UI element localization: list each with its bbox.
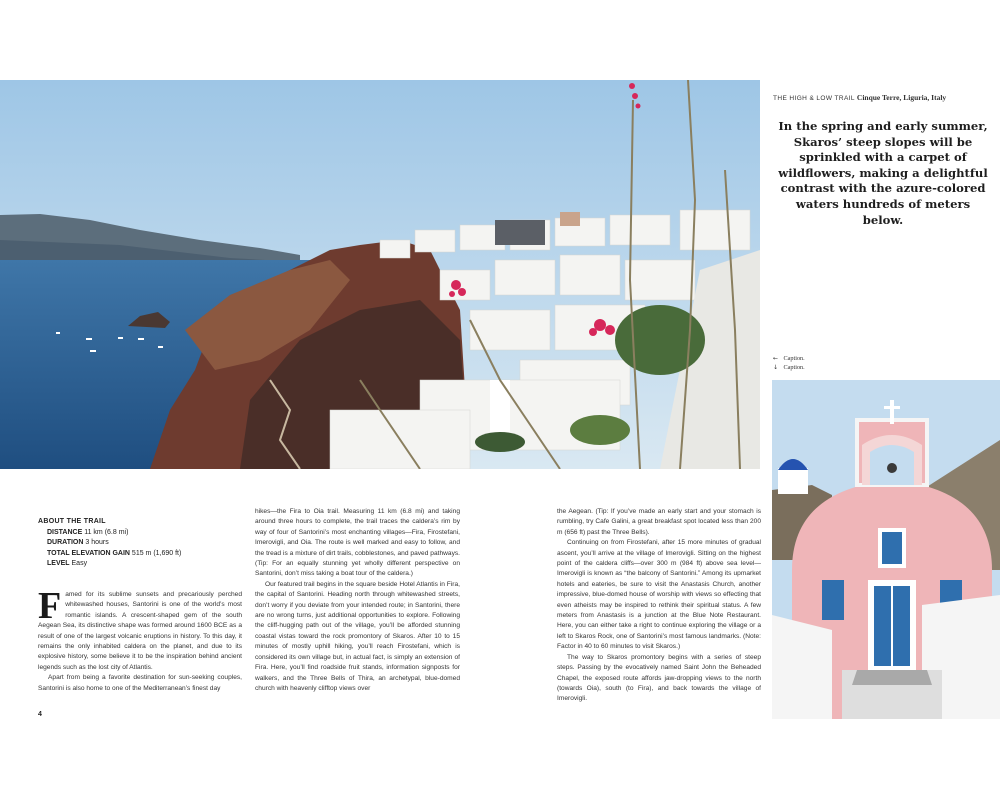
caption-left	[773, 354, 805, 363]
fact-level	[38, 559, 181, 570]
trail-facts-heading: ABOUT THE TRAIL	[38, 518, 106, 525]
body-column-3	[557, 507, 761, 705]
trail-facts-box	[38, 517, 181, 570]
fact-value: 3 hours	[85, 539, 109, 547]
fact-label: DISTANCE	[47, 528, 83, 536]
fact-label: TOTAL ELEVATION GAIN	[47, 549, 130, 557]
fact-duration	[38, 538, 181, 549]
body-paragraph: hikes—the Fira to Oia trail. Measuring 11 km (6.8 mi) and taking around three hours to complete, the trail traces the caldera’s rim by way of four of Santorini’s most enchanting villages—Fira, Firostefani, Imerovigli, and Oia. The route is well marked and easy to follow, and the tread is a mixture of dirt trails, cobblestones, and paved pathways. (Tip: For an equally stunning yet wholly different perspective on Santorini, don’t miss taking a boat tour of the caldera.)	[255, 508, 460, 578]
caldera-photo	[0, 80, 760, 469]
body-paragraph: the Aegean. (Tip: If you’ve made an early start and your stomach is rumbling, try Cafe Galini, a great breakfast spot located less than 200 m (656 ft) past the Three Bells).	[557, 508, 761, 536]
photo-captions	[773, 354, 805, 372]
drop-cap: F	[38, 585, 62, 627]
body-text: amed for its sublime sunsets and precariously perched whitewashed houses, Santorini is one of the world’s most romantic islands. A crescent-shaped gem of the south Aegean Sea, its distinctive shape was formed around 1600 BCE as a result of one of the largest volcanic eruptions in history. To this day, it remains the only inhabited caldera on the planet, and due to its explosive history, some believe it to be the inspiration behind ancient legends such as the lost city of Atlantis.	[38, 591, 242, 671]
section-name: THE HIGH & LOW TRAIL	[773, 95, 855, 102]
fact-elevation-gain	[38, 549, 181, 560]
chapel-illustration	[772, 380, 1000, 719]
page-number: 4	[38, 711, 42, 718]
body-paragraph: Apart from being a favorite destination for sun-seeking couples, Santorini is also home to one of the Mediterranean’s finest day	[38, 674, 242, 692]
body-paragraph: The way to Skaros promontory begins with a series of steep steps. Passing by the evocatively named Saint John the Beheaded Chapel, the exposed route affords jaw-dropping views to the north (towards Oia), south (to Fira), and back towards the village of Imerovigli.	[557, 653, 761, 703]
caldera-illustration	[0, 80, 760, 469]
fact-value: Easy	[71, 560, 88, 568]
fact-value: 515 m (1,690 ft)	[131, 549, 182, 557]
chapel-photo	[772, 380, 1000, 719]
arrow-down-icon: ↓	[773, 364, 779, 371]
running-head	[773, 93, 993, 102]
fact-label: LEVEL	[47, 560, 70, 568]
fact-distance	[38, 528, 181, 539]
arrow-left-icon: ←	[773, 355, 779, 362]
pull-quote: In the spring and early summer, Skaros’ steep slopes will be sprinkled with a carpet of wildflowers, making a delightful contrast with the azure-colored waters hundreds of meters below.	[778, 119, 988, 227]
caption-down	[773, 363, 805, 372]
trail-location: Cinque Terre, Liguria, Italy	[856, 93, 947, 102]
body-column-1	[38, 585, 242, 694]
body-paragraph: Our featured trail begins in the square beside Hotel Atlantis in Fira, the capital of Santorini. Heading north through whitewashed streets, don’t worry if you deviate from your intended route; in Santorini, there are no wrong turns, just additional opportunities to explore. Following the cliff-hugging path out of the village, you’ll be afforded stunning coastal vistas toward the rock promontory of Skaros. After 10 to 15 minutes of mostly uphill hiking, you’ll reach Firostefani, which is considered its own village but, in actual fact, is simply an extension of Fira. Here, you’ll find roadside fruit stands, information signposts for walkers, and the Three Bells of Thira, an archetypal, blue-domed church with heavenly clifftop views over	[255, 580, 460, 692]
caption-text: Caption.	[783, 364, 805, 371]
body-paragraph: Continuing on from Firostefani, after 15 more minutes of gradual ascent, you’ll arrive at the village of Imerovigli. Sitting on the highest point of the caldera cliffs—over 300 m (984 ft) above sea level—Imerovigli is known as “the balcony of Santorini.” Among its upmarket hotels and eateries, be sure to visit the Anastasis Church, another impressive, blue-domed house of worship with views so effecting that even atheists may be inspired to rethink their spiritual status. A few meters from Anastasis is a junction at the Blue Note Restaurant. Here, you can either take a right to continue exploring the village or a left to Skaros Rock, one of Santorini’s most famous landmarks. (Note: Factor in 40 to 60 minutes to visit Skaros.)	[557, 539, 761, 651]
fact-value: 11 km (6.8 mi)	[84, 528, 129, 536]
fact-label: DURATION	[47, 539, 84, 547]
body-paragraph	[38, 585, 242, 673]
caption-text: Caption.	[783, 355, 805, 362]
body-column-2	[255, 507, 460, 694]
